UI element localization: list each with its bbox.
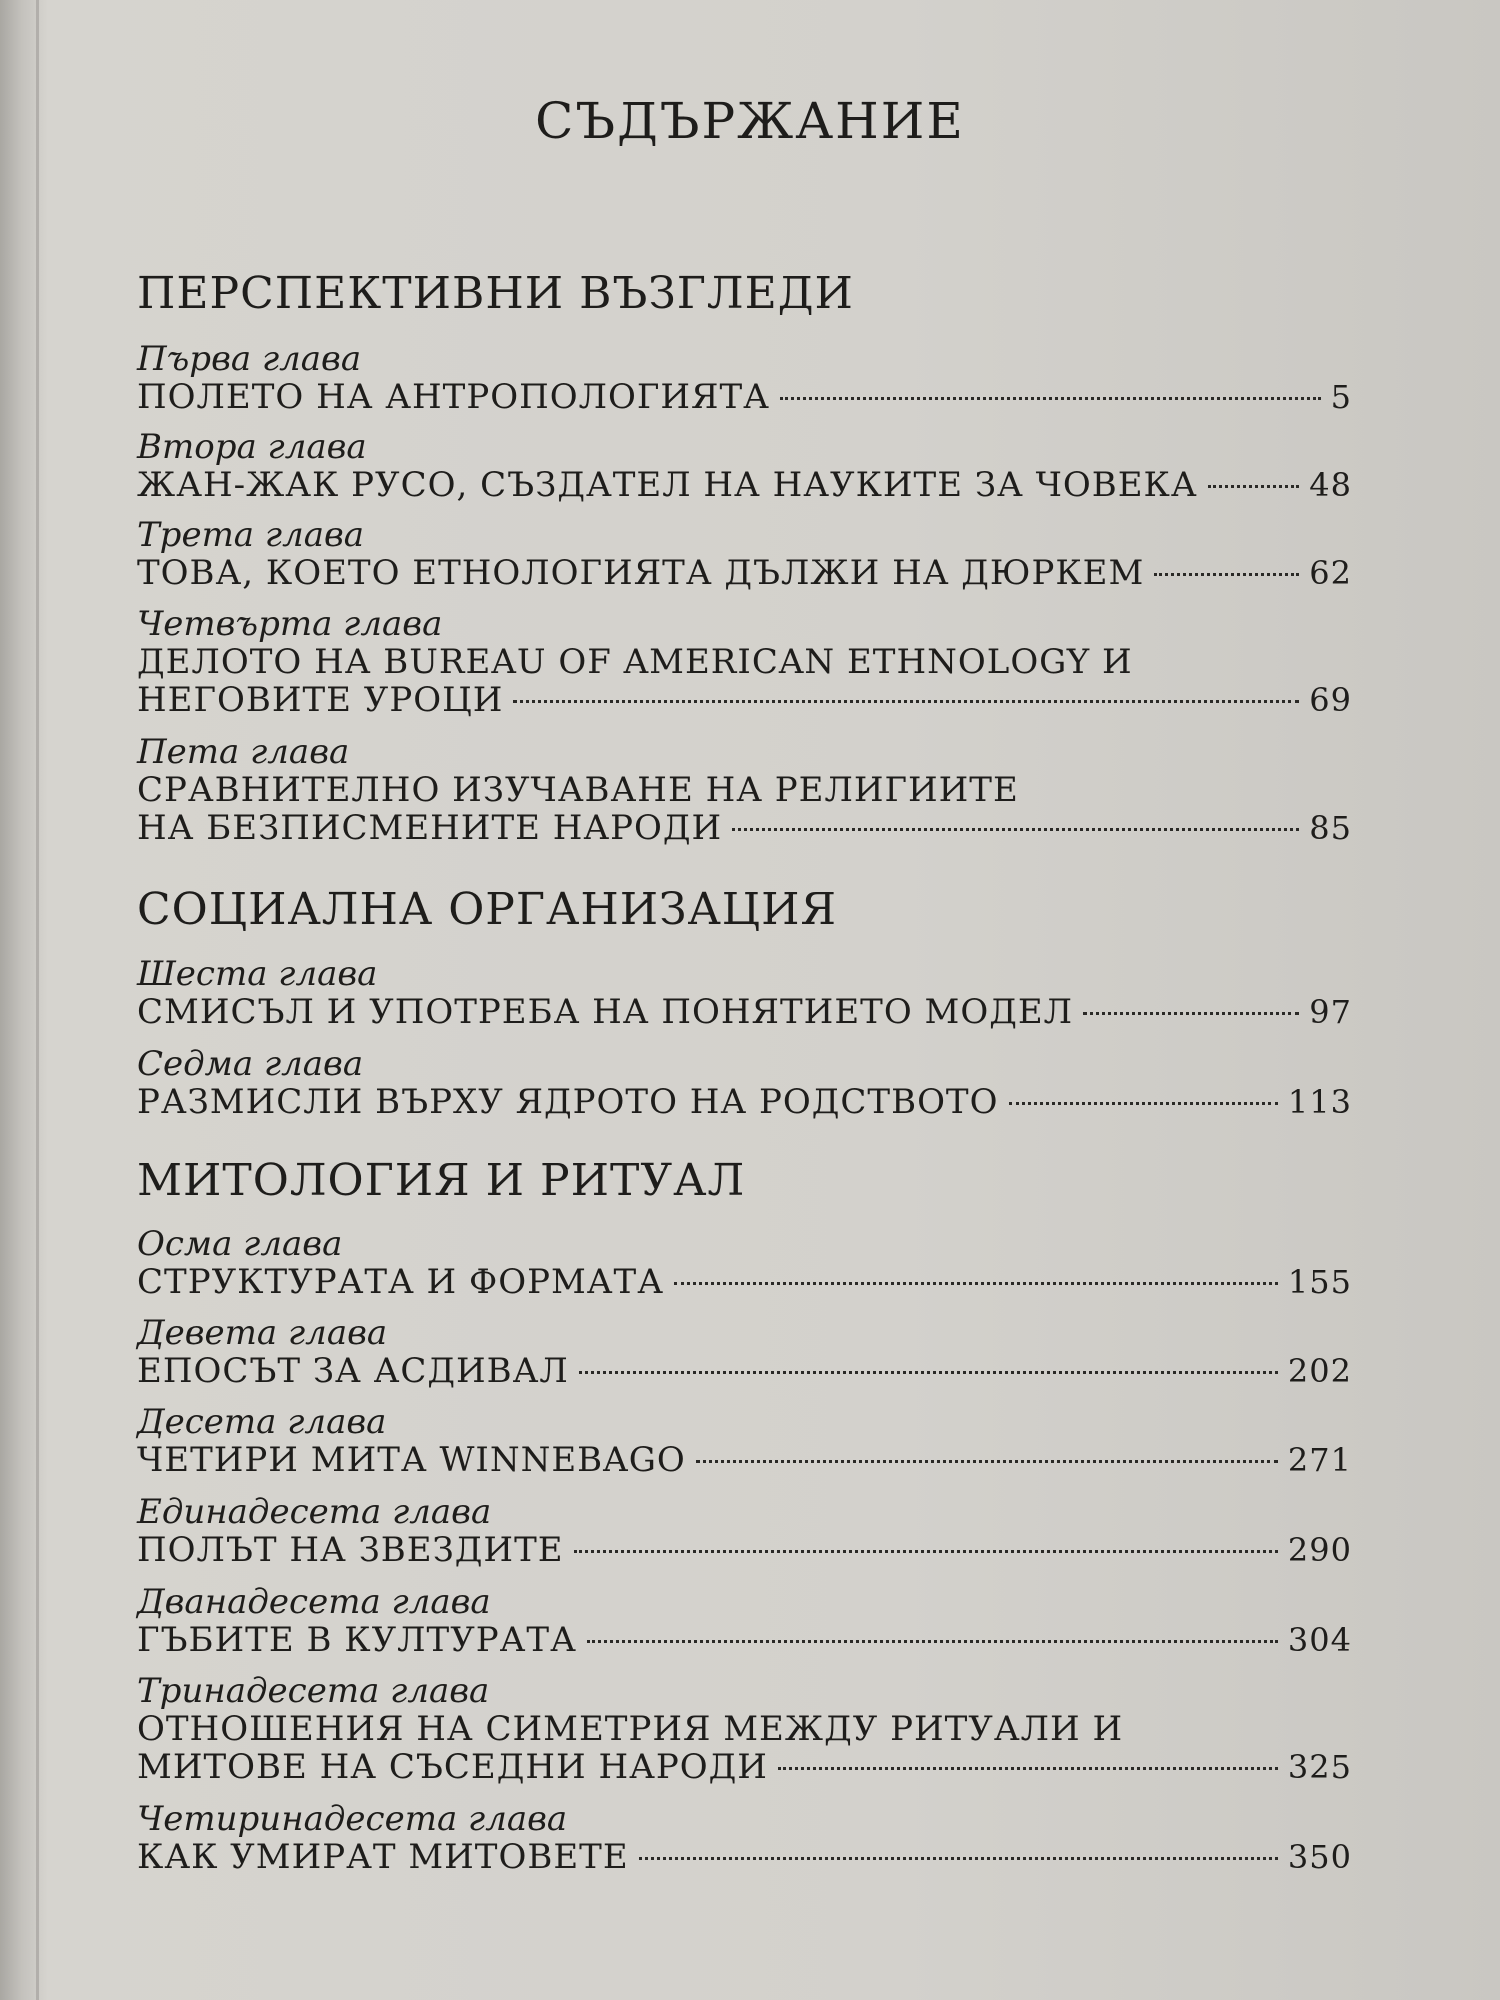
- toc-entry[interactable]: [137, 1583, 1352, 1659]
- dot-leader: [696, 1460, 1278, 1463]
- toc-entry[interactable]: [137, 1225, 1352, 1301]
- page-title: СЪДЪРЖАНИЕ: [535, 92, 965, 150]
- chapter-title: СРАВНИТЕЛНО ИЗУЧАВАНЕ НА РЕЛИГИИТЕ: [137, 770, 1019, 810]
- entry-line: [137, 1531, 1352, 1569]
- chapter-label: Четвърта глава: [137, 604, 443, 644]
- dot-leader: [732, 828, 1299, 831]
- dot-leader: [574, 1550, 1278, 1553]
- entry-line: [137, 1083, 1352, 1121]
- chapter-title: СТРУКТУРАТА И ФОРМАТА: [137, 1262, 664, 1302]
- page-number: 304: [1287, 1621, 1352, 1659]
- entry-line: [137, 1352, 1352, 1390]
- page-number: 5: [1330, 378, 1352, 416]
- toc-entry[interactable]: [137, 1493, 1352, 1569]
- chapter-title: ТОВА, КОЕТО ЕТНОЛОГИЯТА ДЪЛЖИ НА ДЮРКЕМ: [137, 553, 1145, 593]
- entry-line: [137, 681, 1352, 719]
- toc-entry[interactable]: [137, 1045, 1352, 1121]
- section-heading: МИТОЛОГИЯ И РИТУАЛ: [137, 1155, 746, 1206]
- chapter-title: ГЪБИТЕ В КУЛТУРАТА: [137, 1620, 577, 1660]
- chapter-label: Четиринадесета глава: [137, 1799, 568, 1839]
- chapter-title: ЖАН-ЖАК РУСО, СЪЗДАТЕЛ НА НАУКИТЕ ЗА ЧОВЕКА: [137, 465, 1198, 505]
- chapter-title: ЕПОСЪТ ЗА АСДИВАЛ: [137, 1351, 569, 1391]
- chapter-label: Пета глава: [137, 732, 350, 772]
- dot-leader: [639, 1857, 1278, 1860]
- page-number: 69: [1309, 681, 1352, 719]
- toc-entry[interactable]: [137, 428, 1352, 504]
- dot-leader: [1083, 1012, 1299, 1015]
- chapter-label: Дванадесета глава: [137, 1582, 491, 1622]
- dot-leader: [579, 1371, 1278, 1374]
- chapter-label: Единадесета глава: [137, 1492, 492, 1532]
- section-heading: СОЦИАЛНА ОРГАНИЗАЦИЯ: [137, 884, 838, 935]
- page-number: 85: [1309, 809, 1352, 847]
- chapter-title: ПОЛЕТО НА АНТРОПОЛОГИЯТА: [137, 377, 770, 417]
- toc-entry[interactable]: [137, 605, 1352, 719]
- page-number: 290: [1287, 1531, 1352, 1569]
- page-number: 113: [1287, 1083, 1352, 1121]
- page-number: 155: [1287, 1263, 1352, 1301]
- chapter-label: Осма глава: [137, 1224, 343, 1264]
- chapter-title: СМИСЪЛ И УПОТРЕБА НА ПОНЯТИЕТО МОДЕЛ: [137, 992, 1074, 1032]
- toc-entry[interactable]: [137, 340, 1352, 416]
- chapter-label: Втора глава: [137, 427, 367, 467]
- entry-line: [137, 1838, 1352, 1876]
- entry-line: [137, 809, 1352, 847]
- dot-leader: [674, 1282, 1278, 1285]
- page-number: 271: [1287, 1441, 1352, 1479]
- chapter-label: Шеста глава: [137, 954, 378, 994]
- toc-entry[interactable]: [137, 1314, 1352, 1390]
- page-number: 202: [1287, 1352, 1352, 1390]
- toc-entry[interactable]: [137, 1403, 1352, 1479]
- toc-entry[interactable]: [137, 955, 1352, 1031]
- page-number: 97: [1309, 993, 1352, 1031]
- toc-entry[interactable]: [137, 733, 1352, 847]
- chapter-title: ЧЕТИРИ МИТА WINNEBAGO: [137, 1440, 686, 1480]
- page-gutter-shadow: [36, 0, 39, 2000]
- section-heading: ПЕРСПЕКТИВНИ ВЪЗГЛЕДИ: [137, 268, 854, 319]
- dot-leader: [1009, 1102, 1278, 1105]
- chapter-label: Десета глава: [137, 1402, 387, 1442]
- chapter-label: Първа глава: [137, 339, 362, 379]
- entry-line: [137, 1621, 1352, 1659]
- toc-entry[interactable]: [137, 516, 1352, 592]
- chapter-title: КАК УМИРАТ МИТОВЕТЕ: [137, 1837, 629, 1877]
- dot-leader: [1154, 573, 1299, 576]
- page-number: 325: [1287, 1748, 1352, 1786]
- chapter-label: Седма глава: [137, 1044, 364, 1084]
- chapter-title-continued: НА БЕЗПИСМЕНИТЕ НАРОДИ: [137, 808, 723, 848]
- page-number: 62: [1309, 554, 1352, 592]
- chapter-title-continued: МИТОВЕ НА СЪСЕДНИ НАРОДИ: [137, 1747, 768, 1787]
- dot-leader: [1208, 485, 1300, 488]
- page-number: 48: [1309, 466, 1352, 504]
- dot-leader: [513, 700, 1299, 703]
- entry-line: [137, 378, 1352, 416]
- entry-line: [137, 1748, 1352, 1786]
- entry-line: [137, 554, 1352, 592]
- toc-entry[interactable]: [137, 1672, 1352, 1786]
- chapter-label: Девета глава: [137, 1313, 388, 1353]
- entry-line: [137, 1263, 1352, 1301]
- chapter-title: ОТНОШЕНИЯ НА СИМЕТРИЯ МЕЖДУ РИТУАЛИ И: [137, 1709, 1124, 1749]
- dot-leader: [778, 1767, 1278, 1770]
- chapter-title: ПОЛЪТ НА ЗВЕЗДИТЕ: [137, 1530, 564, 1570]
- dot-leader: [780, 397, 1321, 400]
- page-number: 350: [1287, 1838, 1352, 1876]
- dot-leader: [587, 1640, 1278, 1643]
- chapter-label: Трета глава: [137, 515, 365, 555]
- toc-entry[interactable]: [137, 1800, 1352, 1876]
- entry-line: [137, 466, 1352, 504]
- entry-line: [137, 1441, 1352, 1479]
- chapter-title: ДЕЛОТО НА BUREAU OF AMERICAN ETHNOLOGY И: [137, 642, 1133, 682]
- chapter-title: РАЗМИСЛИ ВЪРХУ ЯДРОТО НА РОДСТВОТО: [137, 1082, 999, 1122]
- chapter-title-continued: НЕГОВИТЕ УРОЦИ: [137, 680, 504, 720]
- entry-line: [137, 993, 1352, 1031]
- chapter-label: Тринадесета глава: [137, 1671, 490, 1711]
